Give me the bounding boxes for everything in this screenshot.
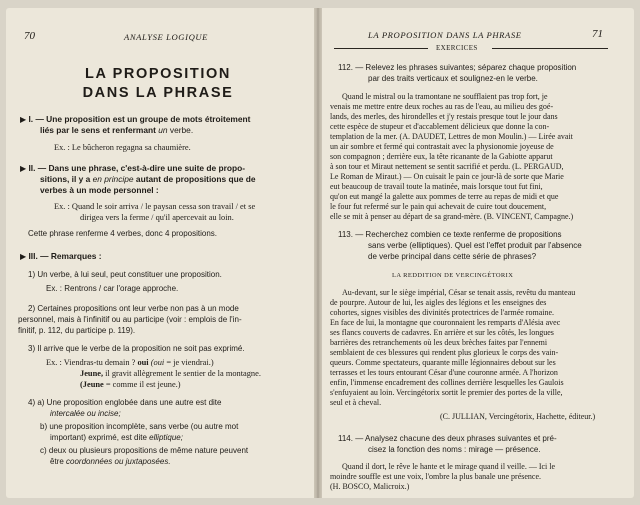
text-line: un air sombre et fermé qui contrastait avec la physionomie joyeuse de <box>330 142 554 151</box>
left-running-head: ANALYSE LOGIQUE <box>124 32 209 42</box>
bullet-arrow-icon: ▶ <box>20 115 27 124</box>
bullet-arrow-icon: ▶ <box>20 252 27 261</box>
sec1-example: Ex. : Le bûcheron regagna sa chaumière. <box>54 143 191 152</box>
text-line: eut beaucoup de travail toute la matinée, mais lorsque tout fut fini, <box>330 182 543 191</box>
remark-4b-line-1: b) une proposition incomplète, sans verbe (ou autre mot <box>40 422 239 431</box>
text-line: elle se mit à penser au départ de sa grand-mère. (B. VINCENT, Campagne.) <box>330 212 574 221</box>
text-line: (H. BOSCO, Malicroix.) <box>330 482 410 491</box>
ex114-question-1: 114. — Analysez chacune des deux phrases suivantes et pré- <box>338 434 557 443</box>
text-line: à son tour et Miraut nettement se sentit sacrifié et perdu. (L. PERGAUD, <box>330 162 564 171</box>
remark-3-example-3: (Jeune = comme il est jeune.) <box>80 380 181 389</box>
text-line: En face de lui, la montagne que couronnaient les remparts d'Alésia avec <box>330 318 561 327</box>
ex113-text <box>330 288 575 408</box>
sec2-example-2: dirigea vers la ferme / qu'il apercevait au loin. <box>80 213 234 222</box>
remark-4c-line-2: être coordonnées ou juxtaposées. <box>50 457 171 466</box>
right-page-number: 71 <box>592 28 603 40</box>
sec1-rule-cont: liés par le sens et renfermant un verbe. <box>40 125 194 135</box>
divider-left <box>334 48 428 49</box>
text-line: Quand le mistral ou la tramontane ne soufflaient pas trop fort, je <box>342 92 548 101</box>
text-line: qu'on eut mangé la galette aux pommes de terre au repas de midi et que <box>330 192 559 201</box>
text-line: de pourpre. Autour de lui, les aigles des légions et les enseignes des <box>330 298 547 307</box>
remark-1: 1) Un verbe, à lui seul, peut constituer une proposition. <box>28 270 222 279</box>
remark-2-line-1: 2) Certaines propositions ont leur verbe non pas à un mode <box>28 304 239 313</box>
text-line: Quand il dort, le rêve le hante et le mirage quand il veille. — Ici le <box>342 462 556 471</box>
left-page <box>6 8 314 498</box>
ex112-question-1: 112. — Relevez les phrases suivantes; séparez chaque proposition <box>338 63 577 72</box>
text-line: lands, des merles, des hirondelles et j'y restais presque tout le jour dans <box>330 112 558 121</box>
remark-3-example-2: Jeune, il gravit allègrement le sentier de la montagne. <box>80 369 261 378</box>
text-line: son compagnon ; derrière eux, la tête ricanante de la Gabiotte apparut <box>330 152 553 161</box>
sec2-rule: ▶ II. — Dans une phrase, c'est-à-dire une suite de propo- <box>20 163 246 173</box>
text-line: venais me mettre entre deux roches au ras de l'eau, au milieu des goé- <box>330 102 554 111</box>
text-line: moindre souffle est une voix, l'ombre la plus banale une présence. <box>330 472 542 481</box>
ex114-question-2: cisez la fonction des noms : mirage — présence. <box>368 445 541 454</box>
sec3-title: ▶ III. — Remarques : <box>20 251 102 261</box>
sec2-example-1: Ex. : Quand le soir arriva / le paysan cessa son travail / et se <box>54 202 256 211</box>
text-line: Le Roman de Miraut.) — On cuisait le pain ce jour-là de sorte que Marie <box>330 172 564 181</box>
remark-3: 3) Il arrive que le verbe de la proposition ne soit pas exprimé. <box>28 344 245 353</box>
ex113-question-2: sans verbe (elliptiques). Quel est l'effet produit par l'absence <box>368 241 582 250</box>
ex112-text <box>330 92 573 222</box>
sec2-note: Cette phrase renferme 4 verbes, donc 4 propositions. <box>28 229 217 238</box>
text-line: enfin, l'immense encadrement des collines derrière lesquelles les Gaulois <box>330 378 564 387</box>
right-running-head: LA PROPOSITION DANS LA PHRASE <box>368 30 522 40</box>
text-line: terrasses et les tours entourant César d'une couronne armée. A l'horizon <box>330 368 558 377</box>
remark-3-example-1: Ex. : Viendras-tu demain ? oui (oui = je viendrai.) <box>46 358 214 367</box>
remark-1-example: Ex. : Rentrons / car l'orage approche. <box>46 284 179 293</box>
remark-2-line-3: finitif, p. 112, du participe p. 119). <box>18 326 136 335</box>
exercises-label: EXERCICES <box>436 44 478 52</box>
ex113-question-3: de verbe principal dans cette série de phrases? <box>368 252 537 261</box>
text-line: s'enfuyaient au loin. Vercingétorix sortit le premier des portes de la ville, <box>330 388 563 397</box>
ex114-text <box>330 462 555 492</box>
text-line: ses flancs couverts de cadavres. En arrière et sur les côtés, les longues <box>330 328 554 337</box>
ex113-question-1: 113. — Recherchez combien ce texte renferme de propositions <box>338 230 562 239</box>
text-line: cohortes, signes visibles des divinités protectrices de l'armée romaine. <box>330 308 555 317</box>
remark-2-line-2: personnel, mais à l'infinitif ou au participe (voir : emplois de l'in- <box>18 315 242 324</box>
ex113-subtitle: LA REDDITION DE VERCINGÉTORIX <box>392 272 514 279</box>
title-line-1: LA PROPOSITION <box>85 66 231 82</box>
ex113-source: (C. JULLIAN, Vercingétorix, Hachette, éditeur.) <box>440 412 596 421</box>
right-page <box>322 8 634 498</box>
text-line: templation de la mer. (A. DAUDET, Lettres de mon Moulin.) — Lirée avait <box>330 132 573 141</box>
remark-4c-line-1: c) deux ou plusieurs propositions de même nature peuvent <box>40 446 249 455</box>
sec2-rule-cont2: verbes à un mode personnel : <box>40 185 159 195</box>
bullet-arrow-icon: ▶ <box>20 164 27 173</box>
text-line: semblaient de ces blessures qui rendent plus glorieux le corps des vain- <box>330 348 559 357</box>
remark-4a-line-2: intercalée ou incise; <box>50 409 121 418</box>
text-line: barrières des retranchements où les deux brèches faites par l'ennemi <box>330 338 548 347</box>
text-line: Au-devant, sur le siège impérial, César se tenait assis, revêtu du manteau <box>342 288 576 297</box>
remark-4a-line-1: 4) a) Une proposition englobée dans une autre est dite <box>28 398 222 407</box>
ex112-question-2: par des traits verticaux et soulignez-en le verbe. <box>368 74 538 83</box>
text-line: seul et à cheval. <box>330 398 382 407</box>
left-page-number: 70 <box>24 30 35 42</box>
sec2-rule-cont: sitions, il y a en principe autant de propositions que de <box>40 174 256 184</box>
title-line-2: DANS LA PHRASE <box>82 85 234 101</box>
sec1-rule: ▶ I. — Une proposition est un groupe de mots étroitement <box>20 114 251 124</box>
text-line: cette espèce de stupeur et d'accablement délicieux que donne la con- <box>330 122 550 131</box>
text-line: queurs. Comme spectateurs, quarante mille légionnaires debout sur les <box>330 358 556 367</box>
remark-4b-line-2: important) exprimé, est dite elliptique; <box>50 433 183 442</box>
divider-right <box>492 48 608 49</box>
text-line: le four fut refermé sur le pain qui achevait de cuire tout doucement, <box>330 202 547 211</box>
